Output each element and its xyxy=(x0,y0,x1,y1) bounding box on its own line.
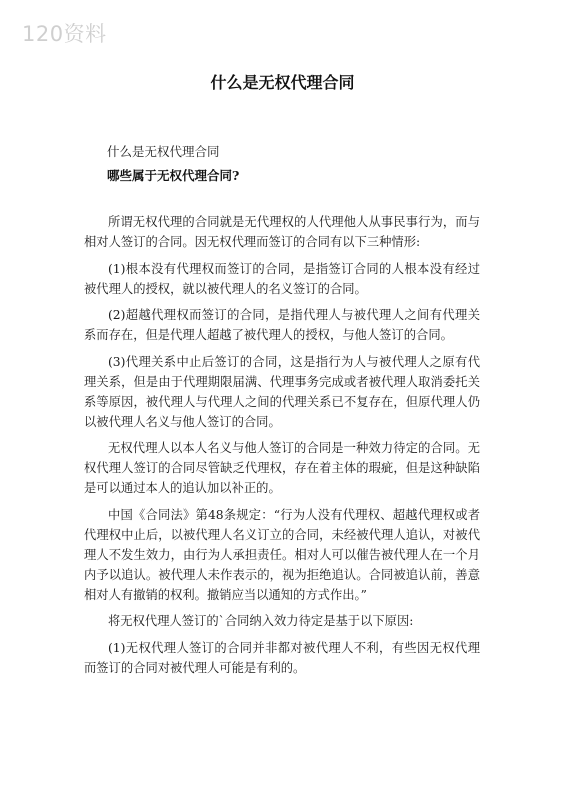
paragraph-effect: 无权代理人以本人名义与他人签订的合同是一种效力待定的合同。无权代理人签订的合同尽管缺乏代理权，存在着主体的瑕疵，但是这种缺陷是可以通过本人的追认加以补正的。 xyxy=(84,441,480,495)
paragraph-intro: 所谓无权代理的合同就是无代理权的人代理他人从事民事行为，而与相对人签订的合同。因无权代理而签订的合同有以下三种情形: xyxy=(84,215,480,249)
paragraph-law-quote: 中国《合同法》第48条规定：“行为人没有代理权、超越代理权或者代理权中止后，以被代理人名义订立的合同，未经被代理人追认，对被代理人不发生效力，由行为人承担责任。相对人可以催告被代理人在一个月内予以追认。被代理人未作表示的，视为拒绝追认。合同被追认前，善意相对人有撤销的权利。撤销应当以通知的方式作出。” xyxy=(84,507,480,602)
paragraph-case-3: (3)代理关系中止后签订的合同，这是指行为人与被代理人之原有代理关系，但是由于代理期限届满、代理事务完成或者被代理人取消委托关系等原因，被代理人与代理人之间的代理关系已不复存在，但原代理人仍以被代理人名义与他人签订的合同。 xyxy=(84,354,480,429)
watermark-logo: 120资料 xyxy=(22,22,107,46)
paragraph-case-1: (1)根本没有代理权而签订的合同，是指签订合同的人根本没有经过被代理人的授权，就以被代理人的名义签订的合同。 xyxy=(84,261,480,296)
document-body xyxy=(84,212,480,684)
paragraph-reason-1: (1)无权代理人签订的合同并非都对被代理人不利，有些因无权代理而签订的合同对被代理人可能是有利的。 xyxy=(84,640,480,675)
paragraph-reasons-intro: 将无权代理人签订的`合同纳入效力待定是基于以下原因: xyxy=(108,614,414,628)
document-subtitle: 什么是无权代理合同 xyxy=(107,144,220,159)
page-title: 什么是无权代理合同 xyxy=(210,73,355,92)
section-heading: 哪些属于无权代理合同? xyxy=(107,168,240,183)
paragraph-case-2: (2)超越代理权而签订的合同，是指代理人与被代理人之间有代理关系而存在，但是代理人超越了被代理人的授权，与他人签订的合同。 xyxy=(84,308,480,342)
